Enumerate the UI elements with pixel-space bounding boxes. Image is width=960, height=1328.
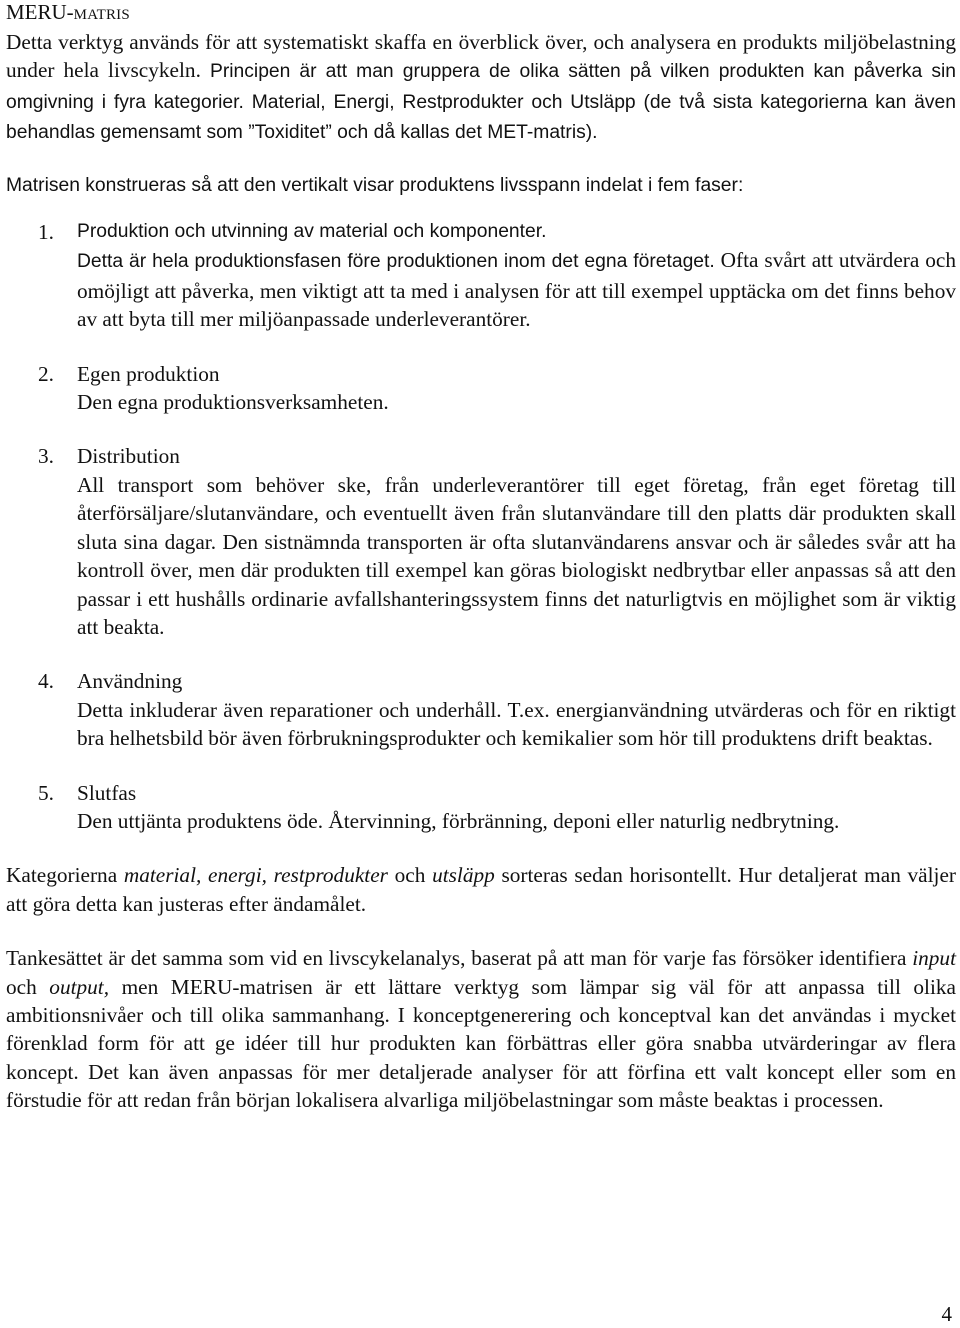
approach-paragraph (6, 944, 956, 1114)
categories-rest: sorteras sedan horisontellt. Hur detaljerat man väljer att göra detta kan justeras efter ändamålet. (6, 863, 956, 916)
page-number: 4 (941, 1302, 952, 1326)
intro-sentence-1: Detta verktyg används för att systematiskt skaffa en överblick över, och analysera en produkts miljöbelastning under hela livscykeln. (6, 30, 956, 83)
categories-paragraph (6, 861, 956, 918)
phase-heading: Egen produktion (77, 361, 220, 386)
phase-heading: Användning (77, 669, 183, 694)
document-page (6, 0, 956, 1115)
categories-last: utsläpp (432, 863, 495, 888)
phase-heading: Distribution (77, 444, 180, 469)
phase-description: Den egna produktionsverksamheten. (77, 390, 389, 415)
approach-text-2: men MERU-matrisen är ett lättare verktyg som lämpar sig väl för att anpassa till olika ambitionsnivåer och till olika sammanhang. I konceptgenerering och konceptval kan det användas i mycket förenklad form för att ge idéer till hur produkten kan förbättras eller göra snabba utvärderingar av flera koncept. Det kan även anpassas för mer detaljerade analyser för att förfina ett valt koncept eller som en förstudie för att redan från början lokalisera alvarliga miljöbelastningar som måste beaktas i processen. (6, 974, 956, 1113)
phase-number: 3. (38, 444, 54, 469)
intro-paragraph (6, 28, 956, 148)
approach-input: input (912, 946, 956, 971)
phase-list (6, 218, 956, 835)
categories-list: material, energi, restprodukter (123, 863, 388, 888)
phase-item (6, 218, 956, 334)
phase-description: Den uttjänta produktens öde. Återvinning, förbränning, deponi eller naturlig nedbrytning. (77, 808, 840, 833)
categories-lead: Kategorierna (6, 863, 124, 888)
title-prefix: MERU- (6, 0, 74, 24)
document-title (6, 0, 956, 27)
approach-och: och (6, 974, 50, 999)
phase-description-b: Ofta svårt att utvärdera och omöjligt att påverka, men viktigt att ta med i analysen för att till exempel upptäcka om det finns behov av att byta till mer miljöanpassade underleverantörer. (77, 248, 956, 332)
phase-description-a: Detta är hela produktionsfasen före produktionen inom det egna företaget. (77, 251, 715, 273)
phase-heading: Produktion och utvinning av material och komponenter. (77, 221, 547, 243)
approach-output: output, (49, 974, 110, 999)
categories-och: och (387, 863, 433, 888)
phase-item (6, 442, 956, 641)
approach-text-1: Tankesättet är det samma som vid en livscykelanalys, baserat på att man för varje fas försöker identifiera (6, 946, 913, 971)
matrix-intro: Matrisen konstrueras så att den vertikalt visar produktens livsspann indelat i fem faser: (6, 174, 744, 196)
phase-number: 4. (38, 669, 54, 694)
phase-item (6, 779, 956, 836)
phase-number: 2. (38, 361, 54, 386)
title-suffix: MATRIS (73, 7, 130, 23)
intro-sentence-2: Principen är att man gruppera de olika sätten på vilken produkten kan påverka sin omgivning i fyra kategorier. Material, Energi, Restprodukter och Utsläpp (de två sista kategorierna kan även behandlas gemensamt som ”Toxiditet” och då kallas det MET-matris). (6, 61, 956, 144)
phase-description: Detta inkluderar även reparationer och underhåll. T.ex. energianvändning utvärderas och för en riktigt bra helhetsbild bör även förbrukningsprodukter och kemikalier som hör till produktens drift beaktas. (77, 697, 956, 751)
phase-number: 1. (38, 220, 54, 245)
phase-description (77, 246, 956, 333)
phase-heading: Slutfas (77, 780, 137, 805)
phase-number: 5. (38, 780, 54, 805)
phase-item (6, 667, 956, 752)
phase-description: All transport som behöver ske, från underleverantörer till eget företag, från eget företag till återförsäljare/slutanvändare, och eventuellt även från slutanvändare till den platts där produkten skall sluta sina dagar. Den sistnämnda transporten är ofta slutanvändarens ansvar och är således svår att ha kontroll över, men där produkten till exempel kan göras biologiskt nedbrytbar eller anpassas så att den passar i ett hushålls ordinarie avfallshanteringssystem finns det naturligtvis en möjlighet som är viktig att beakta. (77, 472, 956, 639)
phase-item (6, 360, 956, 417)
